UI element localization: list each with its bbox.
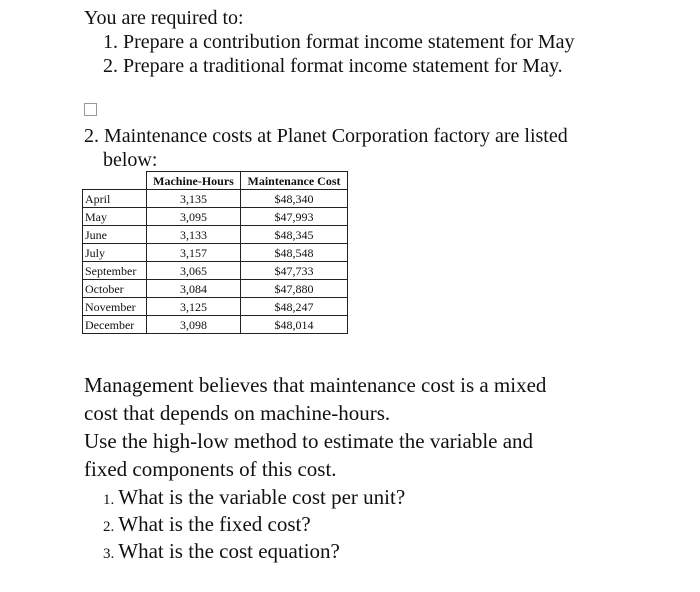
maintenance-cost-cell: $48,340	[241, 190, 348, 208]
machine-hours-cell: 3,095	[147, 208, 241, 226]
table-row	[83, 190, 348, 208]
instruction-item: 1. Prepare a contribution format income statement for May	[103, 31, 575, 53]
month-cell: November	[83, 298, 147, 316]
body-text: Management believes that maintenance cost is a mixed	[84, 373, 547, 397]
month-cell: December	[83, 316, 147, 334]
table-row	[83, 208, 348, 226]
table-header-row	[83, 172, 348, 190]
maintenance-cost-cell: $48,548	[241, 244, 348, 262]
machine-hours-cell: 3,133	[147, 226, 241, 244]
header-machine-hours: Machine-Hours	[147, 172, 241, 190]
table-row	[83, 226, 348, 244]
sub-question	[103, 512, 311, 539]
sub-question-number: 1.	[103, 492, 115, 508]
maintenance-cost-cell: $48,014	[241, 316, 348, 334]
machine-hours-cell: 3,157	[147, 244, 241, 262]
machine-hours-cell: 3,125	[147, 298, 241, 316]
maintenance-cost-cell: $47,880	[241, 280, 348, 298]
machine-hours-cell: 3,135	[147, 190, 241, 208]
maintenance-cost-cell: $47,733	[241, 262, 348, 280]
maintenance-cost-cell: $48,345	[241, 226, 348, 244]
header-maintenance-cost: Maintenance Cost	[241, 172, 348, 190]
sub-question-text: What is the variable cost per unit?	[118, 485, 406, 509]
body-text: cost that depends on machine-hours.	[84, 401, 391, 425]
machine-hours-cell: 3,098	[147, 316, 241, 334]
maintenance-table	[82, 171, 348, 334]
sub-question-text: What is the fixed cost?	[118, 512, 311, 536]
sub-question	[103, 485, 405, 512]
sub-question	[103, 539, 340, 566]
body-text: Use the high-low method to estimate the variable and	[84, 429, 534, 453]
question-text: below:	[103, 149, 158, 171]
table-row	[83, 280, 348, 298]
maintenance-cost-cell: $47,993	[241, 208, 348, 226]
machine-hours-cell: 3,065	[147, 262, 241, 280]
instructions-heading: You are required to:	[84, 7, 244, 29]
sub-question-text: What is the cost equation?	[118, 539, 340, 563]
month-cell: September	[83, 262, 147, 280]
question-text: 2. Maintenance costs at Planet Corporation factory are listed	[84, 125, 568, 147]
sub-question-number: 3.	[103, 546, 115, 562]
month-cell: June	[83, 226, 147, 244]
table-row	[83, 298, 348, 316]
checkbox[interactable]	[84, 103, 97, 116]
header-blank-cell	[83, 172, 147, 190]
sub-question-number: 2.	[103, 519, 115, 535]
maintenance-cost-cell: $48,247	[241, 298, 348, 316]
table-row	[83, 316, 348, 334]
body-text: fixed components of this cost.	[84, 457, 337, 481]
table-row	[83, 244, 348, 262]
month-cell: October	[83, 280, 147, 298]
month-cell: May	[83, 208, 147, 226]
month-cell: July	[83, 244, 147, 262]
month-cell: April	[83, 190, 147, 208]
instruction-item: 2. Prepare a traditional format income statement for May.	[103, 55, 563, 77]
machine-hours-cell: 3,084	[147, 280, 241, 298]
table-row	[83, 262, 348, 280]
